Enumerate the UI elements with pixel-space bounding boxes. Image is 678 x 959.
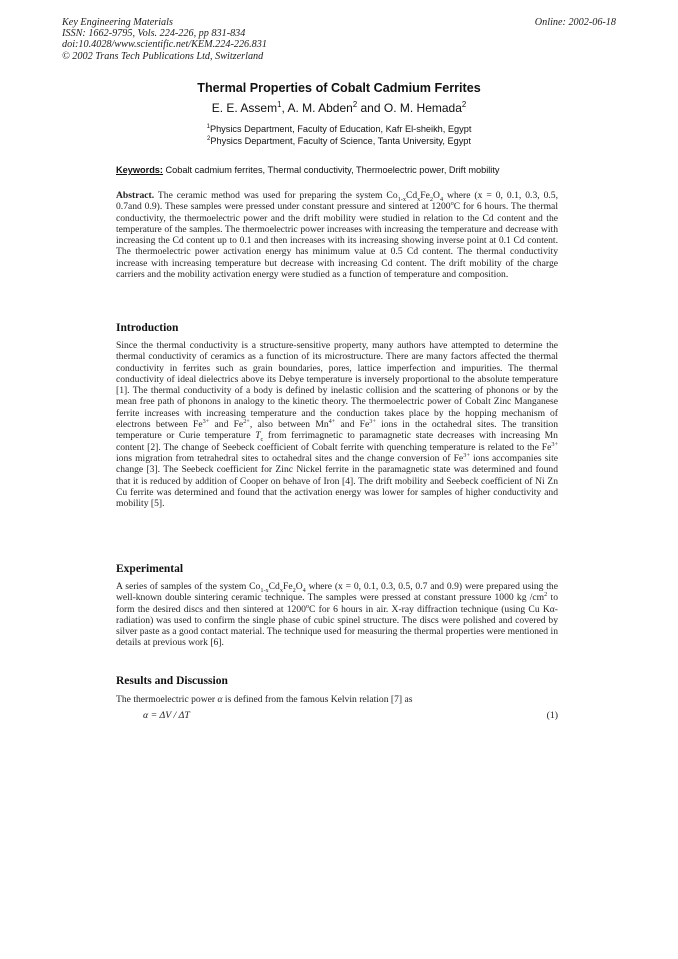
formula-subscript: x <box>417 195 421 203</box>
ion-charge: 3+ <box>202 417 210 425</box>
formula-text: O <box>295 581 303 592</box>
abstract-text: where (x = 0, 0.1, 0.3, 0.5, 0.7and 0.9). These samples were pressed under constant pressure and sintered at 1200 <box>116 190 559 213</box>
author-name: A. M. Abden <box>287 101 353 115</box>
intro-text: ions migration from tetrahedral sites to octahedral sites and the change conversion of Fe <box>116 452 464 464</box>
affiliation-mark: 1 <box>206 123 210 130</box>
exp-text: where (x = 0, 0.1, 0.3, 0.5, 0.7 and 0.9) were prepared using the well-known double sintering ceramic technique. The samples were pressed at constant pressure 1000 kg /cm <box>116 581 558 604</box>
intro-text: , also between Mn <box>249 419 329 431</box>
introduction-paragraph <box>116 340 558 509</box>
equation-number: (1) <box>546 710 558 721</box>
formula-subscript: 1-x <box>397 195 406 203</box>
online-date: Online: 2002-06-18 <box>534 17 616 28</box>
ion-charge: 2+ <box>243 417 250 425</box>
exp-text: to form the desired discs and then sintered at 1200 <box>116 592 558 615</box>
formula-subscript: x <box>279 586 283 594</box>
abstract-label: Abstract. <box>116 190 155 201</box>
alpha-symbol: α <box>217 694 223 705</box>
journal-name: Key Engineering Materials <box>62 17 173 28</box>
keywords-text: Cobalt cadmium ferrites, Thermal conductivity, Thermoelectric power, Drift mobility <box>165 165 500 175</box>
experimental-paragraph <box>116 581 558 649</box>
intro-text: ions in the octahedral sites. The transition temperature or Curie temperature <box>116 419 558 442</box>
formula-text: Fe <box>420 190 430 201</box>
experimental-heading: Experimental <box>116 563 184 575</box>
curie-temperature-symbol: T <box>255 430 261 442</box>
formula-text: Cd <box>268 581 280 592</box>
formula-subscript: 1-x <box>260 586 269 594</box>
author-separator: , <box>281 101 288 115</box>
affiliation-2 <box>0 136 678 146</box>
formula-subscript: 2 <box>429 195 433 203</box>
copyright-line: © 2002 Trans Tech Publications Ltd, Switzerland <box>62 50 264 62</box>
results-paragraph <box>116 694 558 705</box>
keywords-label: Keywords: <box>116 165 163 175</box>
degree-mark: o <box>450 200 454 208</box>
affiliation-text: Physics Department, Faculty of Science, Tanta University, Egypt <box>210 136 471 146</box>
intro-text: and Fe <box>335 419 370 431</box>
exp-text: A series of samples of the system Co <box>116 581 261 592</box>
author-affiliation-mark: 2 <box>352 100 358 109</box>
affiliation-mark: 2 <box>207 135 211 142</box>
formula-text: Cd <box>405 190 418 201</box>
abstract-text: C for 6 hours. The thermal conductivity, the thermoelectric power and the drift mobility were studied in relation to the Cd content and the temperature of the samples. The thermoelectric power increases with increasing the temperature and decrease with increasing the Cd content up to 0.1 and then increases with its increasing showing inverse point at 0.1 Cd content. The thermoelectric power activation energy has minimum value at 0.5 Cd content. The thermal conductivity increase with increasing temperature but decrease with increasing Cd content. The drift mobility of the charge carriers and the mobility activation energy were studied as a function of temperature and composition. <box>116 201 558 281</box>
author-affiliation-mark: 1 <box>277 100 282 109</box>
abstract-text: The ceramic method was used for preparing the system Co <box>157 190 398 201</box>
intro-text: ions accompanies site change [3]. The Seebeck coefficient for Zinc Nickel ferrite in the paramagnetic state was determined and found that it is reduced by addition of Cooper on behave of Iron [4]. The drift mobility and Seebeck coefficient of Ni Zn Cu ferrite was determined and found that the activation energy was lower for samples of higher conductivity and mobility [5]. <box>116 452 559 510</box>
results-text: is defined from the famous Kelvin relation [7] as <box>222 694 413 705</box>
degree-mark: o <box>305 602 310 610</box>
results-heading: Results and Discussion <box>116 675 228 687</box>
doi-line: doi:10.4028/www.scientific.net/KEM.224-226.831 <box>62 39 267 51</box>
abstract-paragraph <box>116 190 558 280</box>
curie-subscript: c <box>260 436 264 444</box>
results-text: The thermoelectric power <box>116 694 218 705</box>
formula-text: Fe <box>282 581 293 592</box>
introduction-heading: Introduction <box>116 322 179 334</box>
author-affiliation-mark: 2 <box>461 100 467 109</box>
keywords-line <box>116 165 499 175</box>
ion-charge: 3+ <box>369 417 376 425</box>
intro-text: from ferrimagnetic to paramagnetic state decreases with increasing Mn content [2]. The change of Seebeck coefficient of Cobalt ferrite with quenching temperature is related to the Fe <box>116 430 558 453</box>
intro-text: Since the thermal conductivity is a structure-sensitive property, many authors have attempted to determine the thermal conductivity of ceramics as a function of its microstructure. There are many factors affected the thermal conductivity in ferrites such as grain boundaries, pores, lattice imperfection and impurities. The thermal conductivity of ideal dielectrics above its Debye temperature is inversely proportional to the absolute temperature [1]. The thermal conductivity of a body is defined by inelastic collision and the scattering of phonons or by the mean free path of phonons in analogy to the kinetic theory. The thermoelectric power of Cobalt Zinc Manganese ferrite increases with increasing temperature and the conduction takes place by the hopping mechanism of electrons between Fe <box>116 340 558 431</box>
author-name: E. E. Assem <box>211 101 278 115</box>
affiliation-1 <box>0 124 678 134</box>
exp-text: C for 6 hours in air. X-ray diffraction technique (using Cu Kα-radiation) was used to confirm the single phase of cubic spinel structure. The discs were polished and covered by silver paste as a good contact material. The technique used for measuring the thermal properties were mentioned in details at previous work [6]. <box>116 603 558 649</box>
journal-header <box>62 17 267 62</box>
formula-text: O <box>433 190 440 201</box>
ion-charge: 3+ <box>551 440 558 448</box>
issn-line: ISSN: 1662-9795, Vols. 224-226, pp 831-834 <box>62 28 246 40</box>
formula-subscript: 4 <box>439 195 444 203</box>
intro-text: and Fe <box>209 419 244 431</box>
kelvin-equation: α = ΔV / ΔT <box>143 710 190 721</box>
paper-title: Thermal Properties of Cobalt Cadmium Ferrites <box>197 81 481 95</box>
author-list <box>0 101 678 115</box>
formula-subscript: 4 <box>302 586 306 594</box>
ion-charge: 3+ <box>463 451 470 459</box>
formula-subscript: 2 <box>292 586 296 594</box>
ion-charge: 4+ <box>328 417 336 425</box>
unit-superscript: 2 <box>544 591 548 599</box>
author-name: O. M. Hemada <box>383 101 462 115</box>
affiliation-text: Physics Department, Faculty of Education, Kafr El-sheikh, Egypt <box>209 124 472 134</box>
author-separator: and <box>357 101 384 115</box>
